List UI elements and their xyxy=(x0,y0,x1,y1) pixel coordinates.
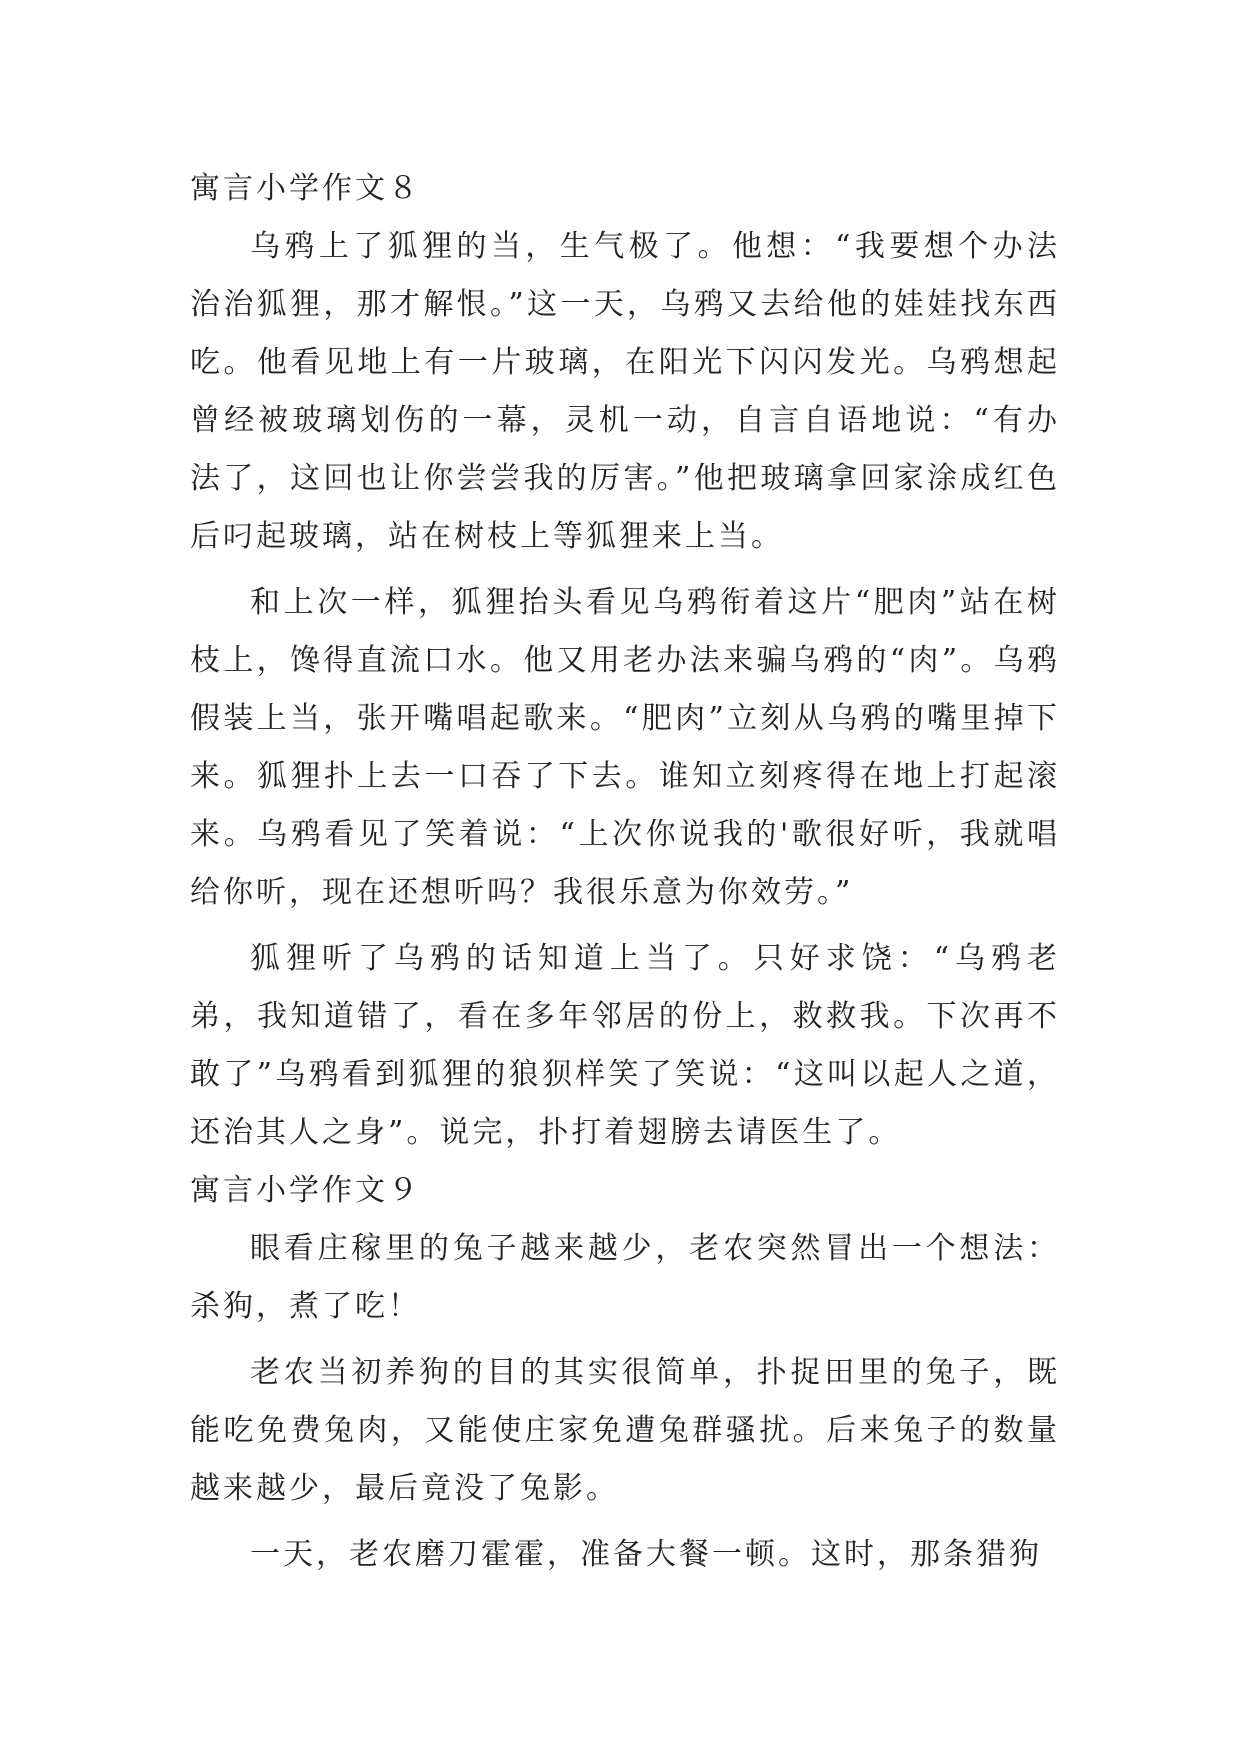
section-title-8: 寓言小学作文８ xyxy=(190,171,421,206)
paragraph: 和上次一样，狐狸抬头看见乌鸦衔着这片“肥肉”站在树枝上，馋得直流口水。他又用老办法来骗乌鸦的“肉”。乌鸦假装上当，张开嘴唱起歌来。“肥肉”立刻从乌鸦的嘴里掉下来。狐狸扑上去一口吞了下去。谁知立刻疼得在地上打起滚来。乌鸦看见了笑着说：“上次你说我的'歌很好听，我就唱给你听，现在还想听吗？我很乐意为你效劳。” xyxy=(190,585,1060,910)
paragraph: 老农当初养狗的目的其实很简单，扑捉田里的兔子，既能吃免费兔肉，又能使庄家免遭兔群骚扰。后来兔子的数量越来越少，最后竟没了兔影。 xyxy=(190,1355,1060,1506)
paragraph: 一天，老农磨刀霍霍，准备大餐一顿。这时，那条猎狗 xyxy=(250,1537,1042,1572)
paragraph: 乌鸦上了狐狸的当，生气极了。他想：“我要想个办法治治狐狸，那才解恨。”这一天，乌鸦又去给他的娃娃找东西吃。他看见地上有一片玻璃，在阳光下闪闪发光。乌鸦想起曾经被玻璃划伤的一幕，灵机一动，自言自语地说：“有办法了，这回也让你尝尝我的厉害。”他把玻璃拿回家涂成红色后叼起玻璃，站在树枝上等狐狸来上当。 xyxy=(190,229,1060,554)
document-body xyxy=(190,160,1060,1592)
paragraph: 狐狸听了乌鸦的话知道上当了。只好求饶：“乌鸦老弟，我知道错了，看在多年邻居的份上，救救我。下次再不敢了”乌鸦看到狐狸的狼狈样笑了笑说：“这叫以起人之道，还治其人之身”。说完，扑打着翅膀去请医生了。 xyxy=(190,941,1060,1150)
section-title-9: 寓言小学作文９ xyxy=(190,1173,421,1208)
paragraph: 眼看庄稼里的兔子越来越少，老农突然冒出一个想法：杀狗，煮了吃！ xyxy=(190,1231,1060,1324)
